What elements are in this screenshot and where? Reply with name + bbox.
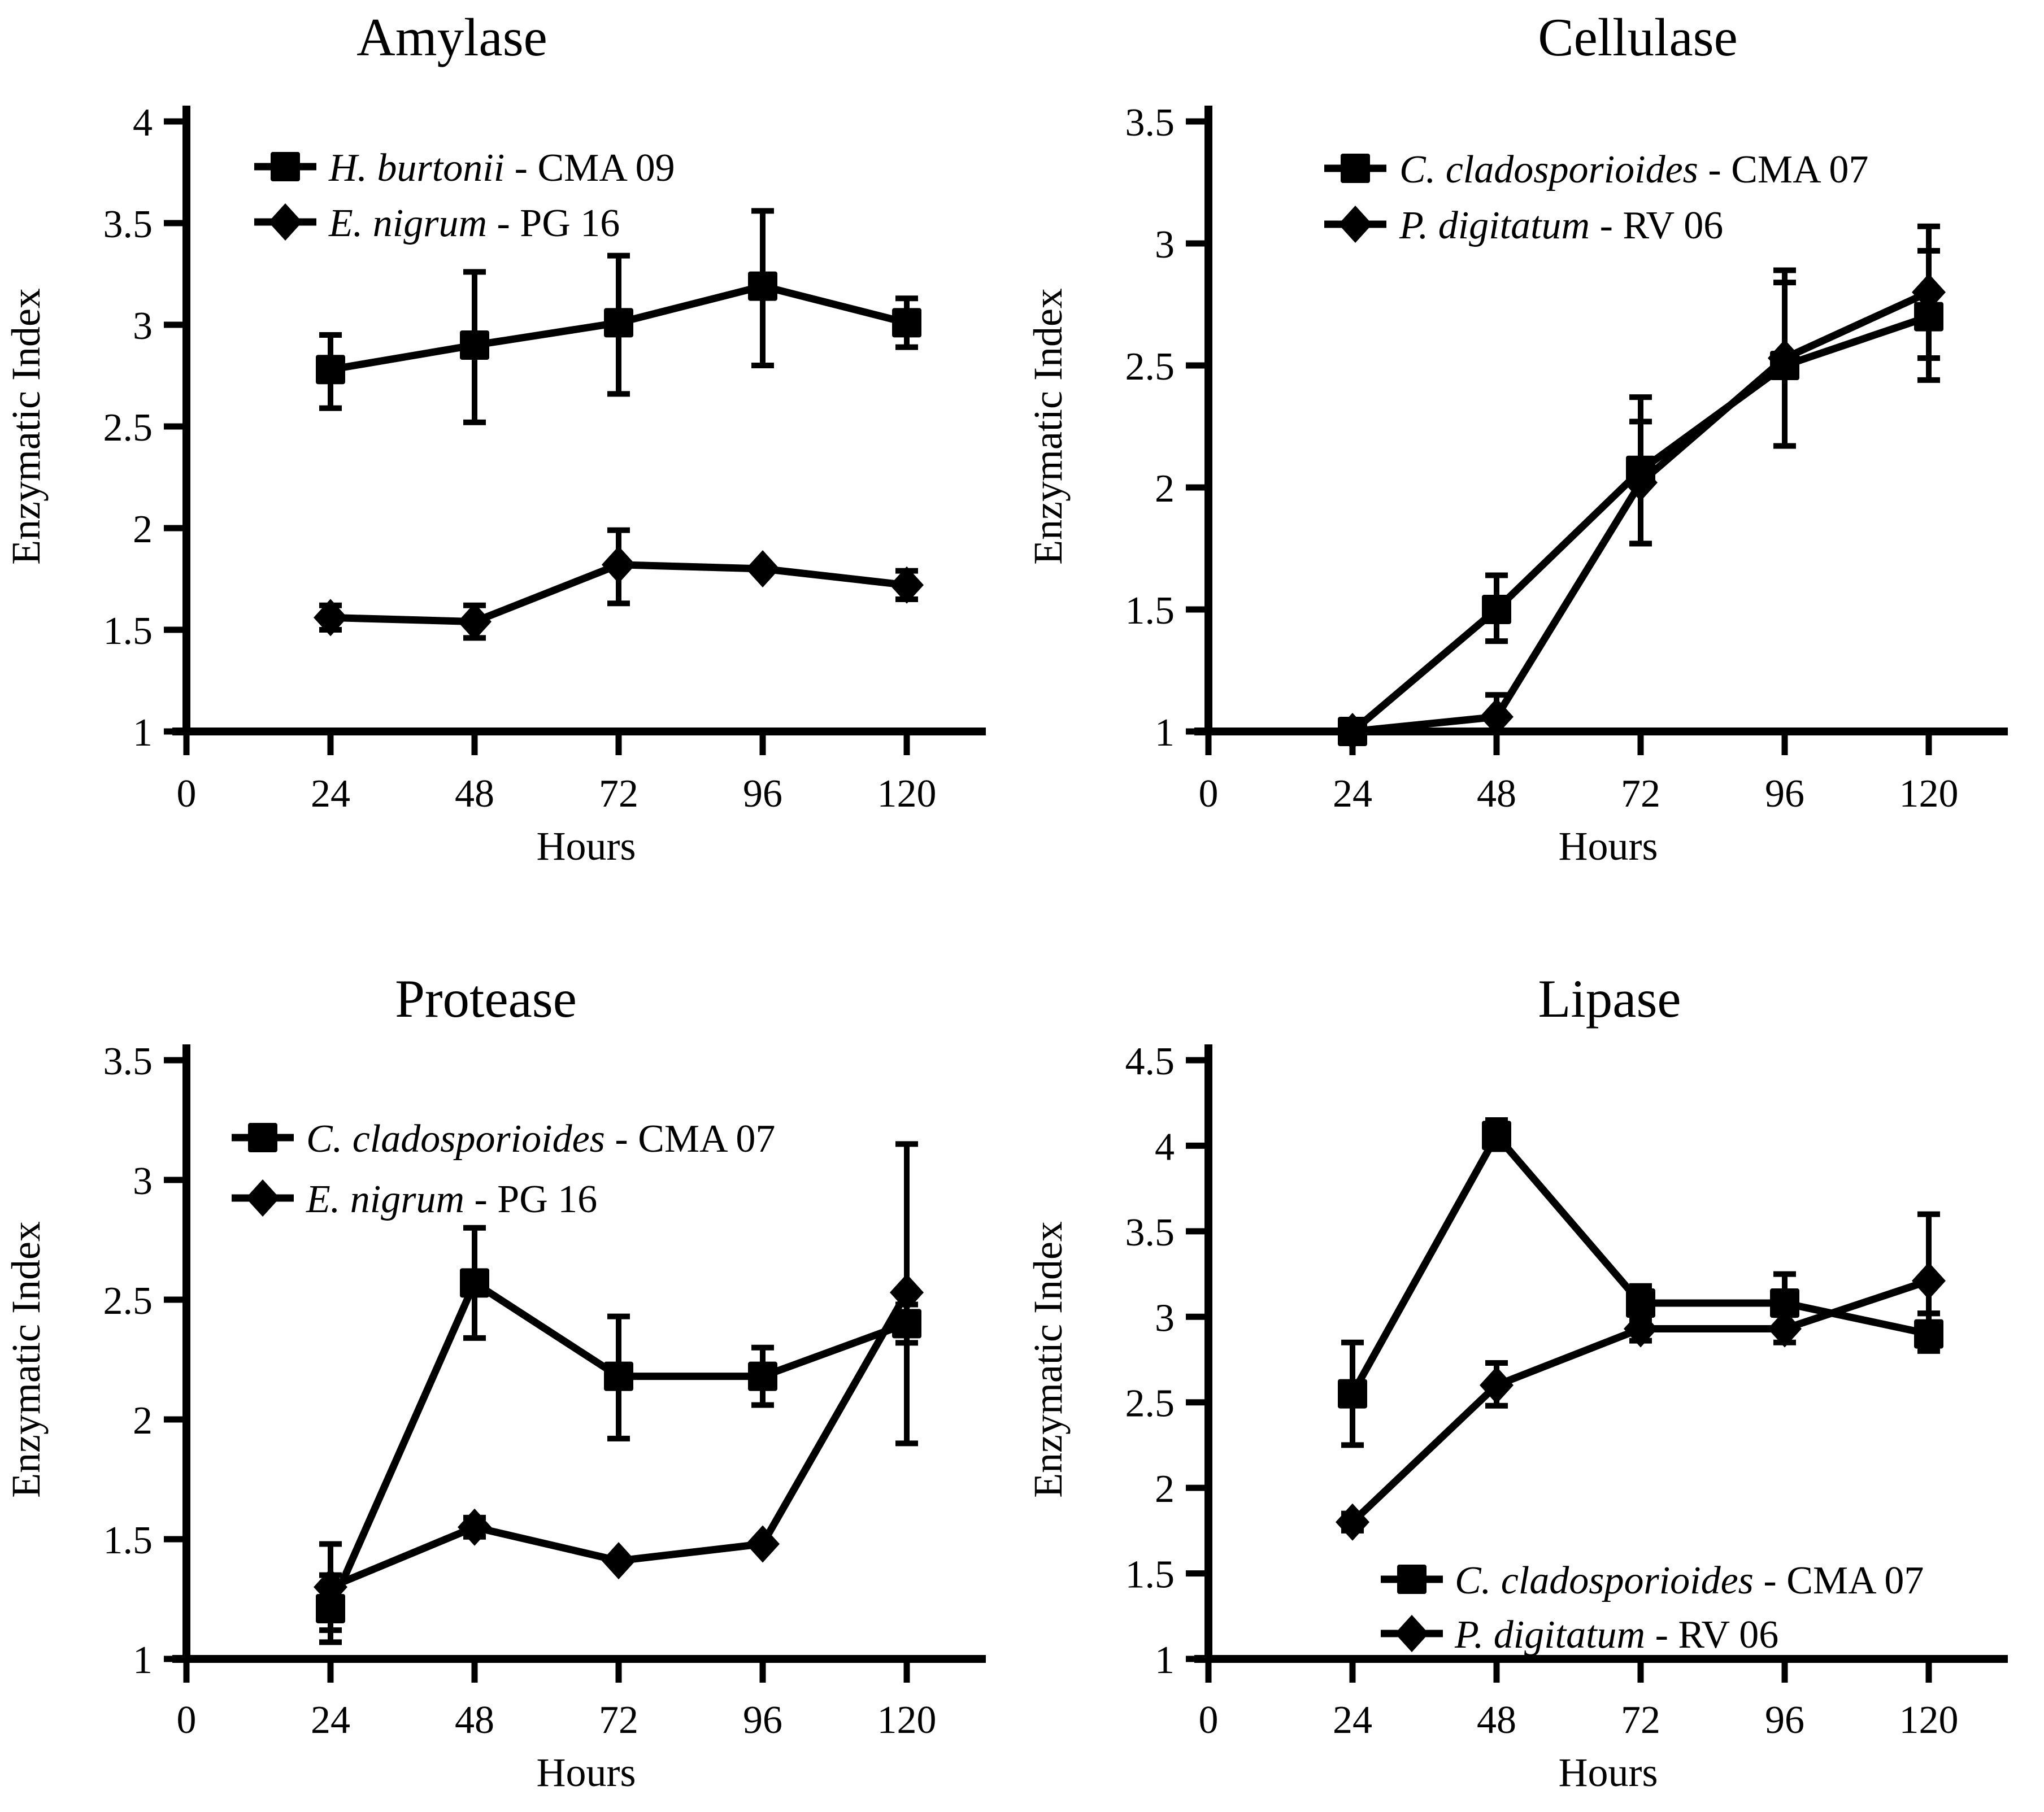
amylase-y-tick-label: 2 [133, 508, 153, 551]
protease-y-tick-label: 1 [133, 1639, 153, 1682]
lipase-y-tick-label: 1 [1155, 1639, 1175, 1682]
amylase-y-tick-label: 2.5 [103, 406, 153, 450]
protease-diamond-data-point [746, 1525, 780, 1562]
lipase-legend-square-marker [1397, 1565, 1427, 1594]
cellulase-y-axis-title: Enzymatic Index [1025, 288, 1071, 565]
protease-chart [0, 906, 1022, 1812]
amylase-y-tick-label: 3.5 [103, 203, 153, 246]
amylase-square-data-point [892, 308, 921, 337]
amylase-legend-diamond-marker [268, 203, 302, 241]
lipase-square-data-point [1338, 1379, 1367, 1409]
amylase-diamond-data-point [746, 550, 780, 587]
lipase-y-axis-title: Enzymatic Index [1025, 1221, 1071, 1498]
lipase-title: Lipase [1538, 969, 1681, 1029]
protease-diamond-data-point [458, 1509, 492, 1546]
cellulase-legend-label: P. digitatum - RV 06 [1399, 204, 1724, 247]
protease-y-tick-label: 2.5 [103, 1279, 153, 1323]
panel-cellulase [1022, 0, 2044, 906]
protease-x-tick-label: 96 [743, 1698, 782, 1742]
lipase-y-tick-label: 2.5 [1125, 1382, 1175, 1426]
protease-square-data-point [460, 1268, 489, 1297]
protease-x-tick-label: 24 [311, 1698, 350, 1742]
amylase-legend-label: H. burtonii - CMA 09 [329, 146, 675, 190]
amylase-square-data-point [748, 272, 777, 301]
protease-x-tick-label: 48 [455, 1698, 494, 1742]
lipase-y-tick-label: 3.5 [1125, 1210, 1175, 1255]
amylase-y-axis-title: Enzymatic Index [3, 288, 49, 565]
panel-protease [0, 906, 1022, 1812]
lipase-y-tick-label: 4 [1155, 1125, 1175, 1169]
lipase-x-tick-label: 120 [1899, 1698, 1959, 1742]
protease-x-tick-label: 72 [599, 1698, 638, 1742]
amylase-square-data-point [604, 308, 633, 337]
amylase-diamond-data-point [314, 599, 347, 636]
lipase-x-tick-label: 0 [1198, 1698, 1219, 1742]
amylase-y-tick-label: 4 [133, 101, 153, 145]
amylase-y-tick-label: 3 [133, 304, 153, 348]
protease-x-axis-title: Hours [536, 1750, 636, 1795]
protease-legend-square-marker [248, 1123, 277, 1152]
cellulase-legend-square-marker [1341, 154, 1370, 183]
cellulase-y-tick-label: 2.5 [1125, 345, 1175, 389]
amylase-diamond-data-point [890, 567, 924, 604]
lipase-chart [1022, 906, 2044, 1812]
lipase-legend-label: P. digitatum - RV 06 [1455, 1613, 1779, 1657]
amylase-chart [0, 0, 1022, 906]
protease-legend-label: E. nigrum - PG 16 [306, 1178, 598, 1221]
protease-legend-diamond-marker [246, 1179, 280, 1217]
lipase-y-tick-label: 4.5 [1125, 1040, 1175, 1083]
protease-x-tick-label: 120 [877, 1698, 937, 1742]
amylase-x-tick-label: 120 [877, 772, 937, 816]
amylase-square-data-point [460, 330, 489, 360]
lipase-x-tick-label: 96 [1765, 1698, 1804, 1742]
cellulase-x-axis-title: Hours [1558, 824, 1658, 869]
amylase-diamond-data-point [602, 546, 636, 583]
lipase-legend-diamond-marker [1395, 1615, 1429, 1652]
amylase-x-tick-label: 0 [176, 772, 197, 816]
amylase-y-tick-label: 1.5 [103, 609, 153, 653]
lipase-x-axis-title: Hours [1558, 1750, 1658, 1795]
amylase-x-tick-label: 48 [455, 772, 494, 816]
protease-y-tick-label: 3.5 [103, 1040, 153, 1083]
cellulase-x-tick-label: 96 [1765, 772, 1804, 816]
cellulase-x-tick-label: 120 [1899, 772, 1959, 816]
lipase-y-tick-label: 3 [1155, 1296, 1175, 1340]
panel-amylase [0, 0, 1022, 906]
cellulase-chart [1022, 0, 2044, 906]
protease-diamond-data-point [890, 1274, 924, 1311]
lipase-square-data-point [1914, 1319, 1943, 1349]
cellulase-title: Cellulase [1538, 7, 1738, 67]
cellulase-legend-label: C. cladosporioides - CMA 07 [1399, 148, 1869, 191]
cellulase-y-tick-label: 3.5 [1125, 101, 1175, 145]
lipase-x-tick-label: 24 [1333, 1698, 1372, 1742]
cellulase-y-tick-label: 1.5 [1125, 589, 1175, 633]
amylase-legend-square-marker [271, 152, 300, 181]
protease-diamond-data-point [602, 1542, 636, 1579]
lipase-square-series-line [1352, 1135, 1929, 1393]
lipase-square-data-point [1482, 1121, 1511, 1150]
cellulase-x-tick-label: 72 [1621, 772, 1660, 816]
protease-title: Protease [395, 969, 577, 1029]
protease-y-tick-label: 2 [133, 1399, 153, 1443]
protease-y-tick-label: 1.5 [103, 1519, 153, 1562]
lipase-x-tick-label: 48 [1477, 1698, 1516, 1742]
amylase-diamond-data-point [458, 603, 492, 641]
cellulase-y-tick-label: 2 [1155, 467, 1175, 511]
cellulase-x-tick-label: 0 [1198, 772, 1219, 816]
protease-x-tick-label: 0 [176, 1698, 197, 1742]
cellulase-y-tick-label: 3 [1155, 223, 1175, 267]
amylase-x-tick-label: 96 [743, 772, 782, 816]
protease-legend-label: C. cladosporioides - CMA 07 [306, 1117, 776, 1161]
amylase-title: Amylase [356, 7, 547, 67]
cellulase-square-data-point [1482, 595, 1511, 624]
cellulase-y-tick-label: 1 [1155, 711, 1175, 755]
amylase-x-tick-label: 72 [599, 772, 638, 816]
cellulase-x-tick-label: 48 [1477, 772, 1516, 816]
amylase-x-axis-title: Hours [536, 824, 636, 869]
cellulase-x-tick-label: 24 [1333, 772, 1372, 816]
protease-square-data-point [748, 1362, 777, 1391]
lipase-y-tick-label: 2 [1155, 1467, 1175, 1512]
protease-y-axis-title: Enzymatic Index [3, 1221, 49, 1498]
amylase-x-tick-label: 24 [311, 772, 350, 816]
protease-square-data-point [604, 1362, 633, 1391]
lipase-diamond-data-point [1912, 1262, 1946, 1300]
protease-y-tick-label: 3 [133, 1160, 153, 1203]
lipase-y-tick-label: 1.5 [1125, 1553, 1175, 1597]
cellulase-legend-diamond-marker [1338, 206, 1372, 243]
amylase-y-tick-label: 1 [133, 711, 153, 755]
amylase-legend-label: E. nigrum - PG 16 [329, 202, 620, 245]
lipase-legend-label: C. cladosporioides - CMA 07 [1455, 1559, 1924, 1602]
amylase-square-data-point [316, 355, 345, 384]
panel-lipase [1022, 906, 2044, 1812]
protease-square-data-point [892, 1309, 921, 1338]
lipase-x-tick-label: 72 [1621, 1698, 1660, 1742]
